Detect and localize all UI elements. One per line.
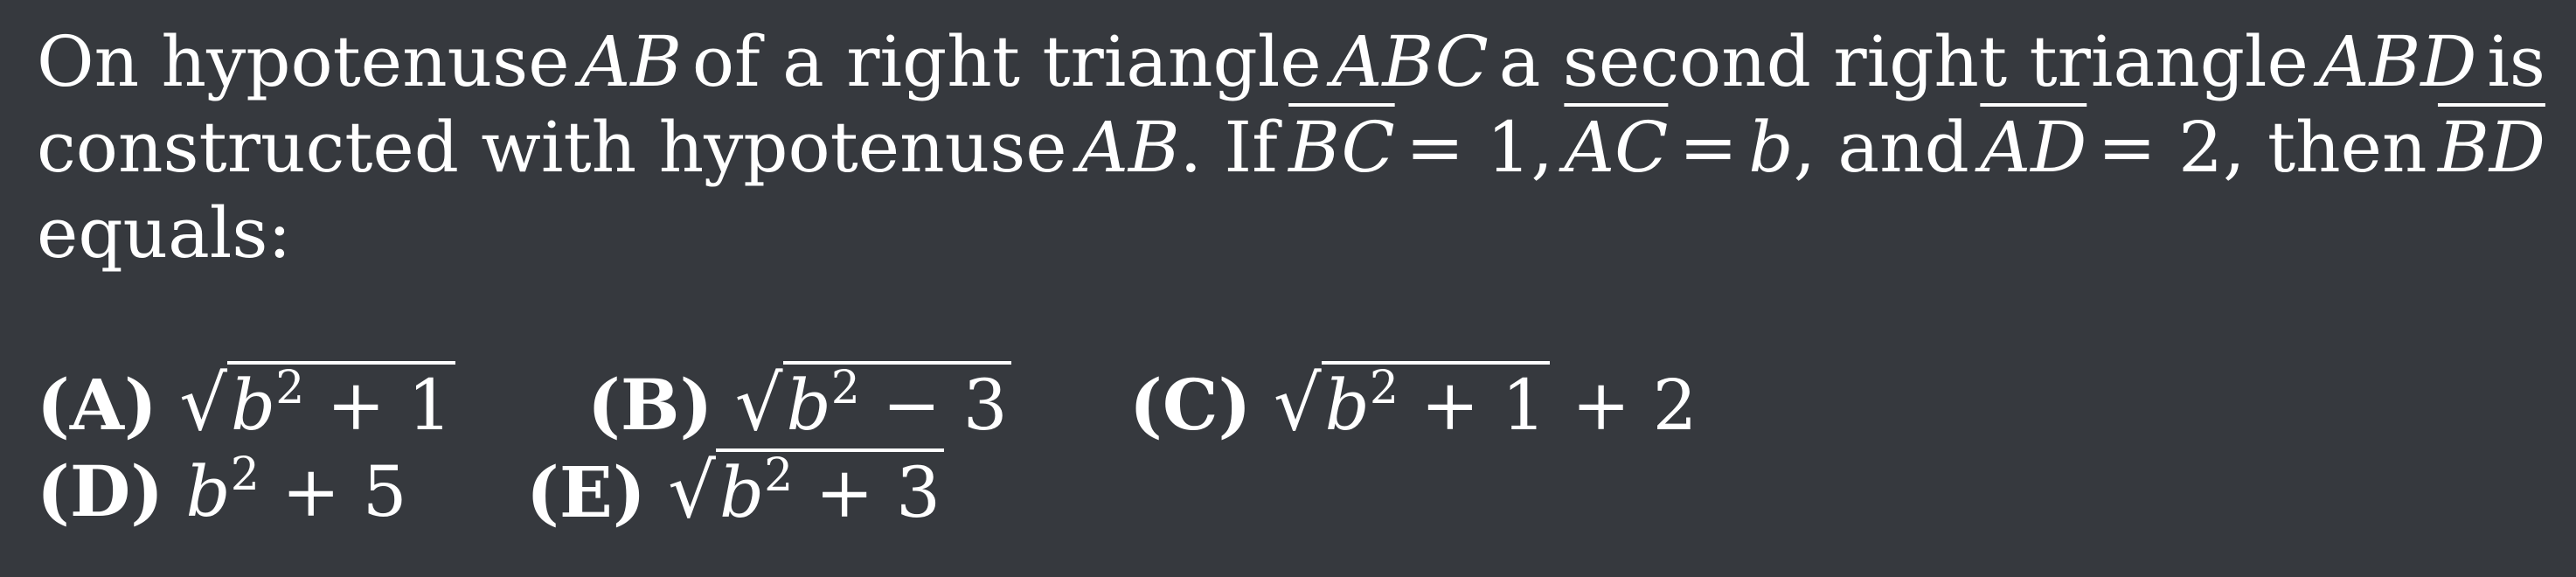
text: constructed with hypotenuse bbox=[37, 107, 1067, 188]
choice-c[interactable] bbox=[1129, 360, 1698, 449]
exponent: 2 bbox=[230, 448, 260, 501]
choice-label: (B) bbox=[587, 364, 713, 446]
var-b-group bbox=[1748, 105, 1969, 191]
segment-ab: AB bbox=[1078, 107, 1180, 188]
choice-a[interactable] bbox=[37, 360, 455, 449]
radicand-rest: − 3 bbox=[859, 365, 1008, 446]
text: is bbox=[2487, 21, 2545, 102]
radicand-rest: + 3 bbox=[793, 452, 941, 533]
text: of a right triangle bbox=[691, 21, 1322, 102]
radicand-rest: + 1 bbox=[304, 365, 453, 446]
sqrt-symbol: √ bbox=[668, 448, 716, 535]
variable-b: b bbox=[1748, 107, 1794, 188]
radicand bbox=[783, 361, 1011, 446]
segment-bc-overline: $\overline{BC}$ bbox=[1288, 107, 1395, 188]
equation-bc: = 1, bbox=[1406, 107, 1553, 188]
segment-ab: AB bbox=[580, 21, 683, 102]
exponent: 2 bbox=[764, 449, 794, 502]
problem-statement bbox=[37, 19, 2545, 276]
variable-b: b bbox=[719, 452, 765, 533]
choice-d[interactable] bbox=[37, 448, 407, 536]
radicand bbox=[227, 361, 455, 446]
text: . If bbox=[1179, 107, 1278, 188]
triangle-abc: ABC bbox=[1331, 21, 1489, 102]
choice-label: (A) bbox=[37, 364, 157, 446]
segment-ab-group bbox=[1078, 105, 1278, 191]
segment-ac-overline: $\overline{AC}$ bbox=[1564, 107, 1669, 188]
variable-b: b bbox=[231, 365, 276, 446]
exponent: 2 bbox=[275, 362, 305, 414]
problem-line-1 bbox=[37, 19, 2545, 105]
equation-ad: = 2, then bbox=[2097, 107, 2427, 188]
problem-line-2 bbox=[37, 105, 2545, 191]
text: a second right triangle bbox=[1498, 21, 2309, 102]
variable-b: b bbox=[185, 451, 231, 532]
segment-bd-overline: $\overline{BD}$ bbox=[2437, 107, 2545, 188]
choice-e[interactable] bbox=[526, 448, 944, 537]
expression-rest: + 5 bbox=[259, 451, 407, 532]
segment-ad-overline: $\overline{AD}$ bbox=[1980, 107, 2087, 188]
choice-label: (E) bbox=[526, 451, 646, 533]
problem-line-3 bbox=[37, 191, 2545, 276]
text: , and bbox=[1793, 107, 1969, 188]
triangle-abd: ABD bbox=[2318, 21, 2477, 102]
sqrt-symbol: √ bbox=[1273, 360, 1322, 448]
sqrt-symbol: √ bbox=[179, 360, 228, 448]
text: equals: bbox=[37, 192, 292, 274]
choice-label: (D) bbox=[37, 450, 164, 532]
equation-ac: = bbox=[1678, 107, 1738, 188]
choice-tail: + 2 bbox=[1549, 365, 1698, 446]
text: On hypotenuse bbox=[37, 21, 570, 102]
radicand-rest: + 1 bbox=[1398, 365, 1546, 446]
choice-b[interactable] bbox=[587, 360, 1011, 449]
radicand bbox=[1322, 361, 1550, 446]
exponent: 2 bbox=[1369, 362, 1399, 414]
exponent: 2 bbox=[830, 362, 860, 414]
choice-label: (C) bbox=[1129, 364, 1252, 446]
variable-b: b bbox=[1324, 365, 1370, 446]
variable-b: b bbox=[786, 365, 831, 446]
sqrt-symbol: √ bbox=[734, 360, 783, 448]
radicand bbox=[716, 448, 944, 533]
